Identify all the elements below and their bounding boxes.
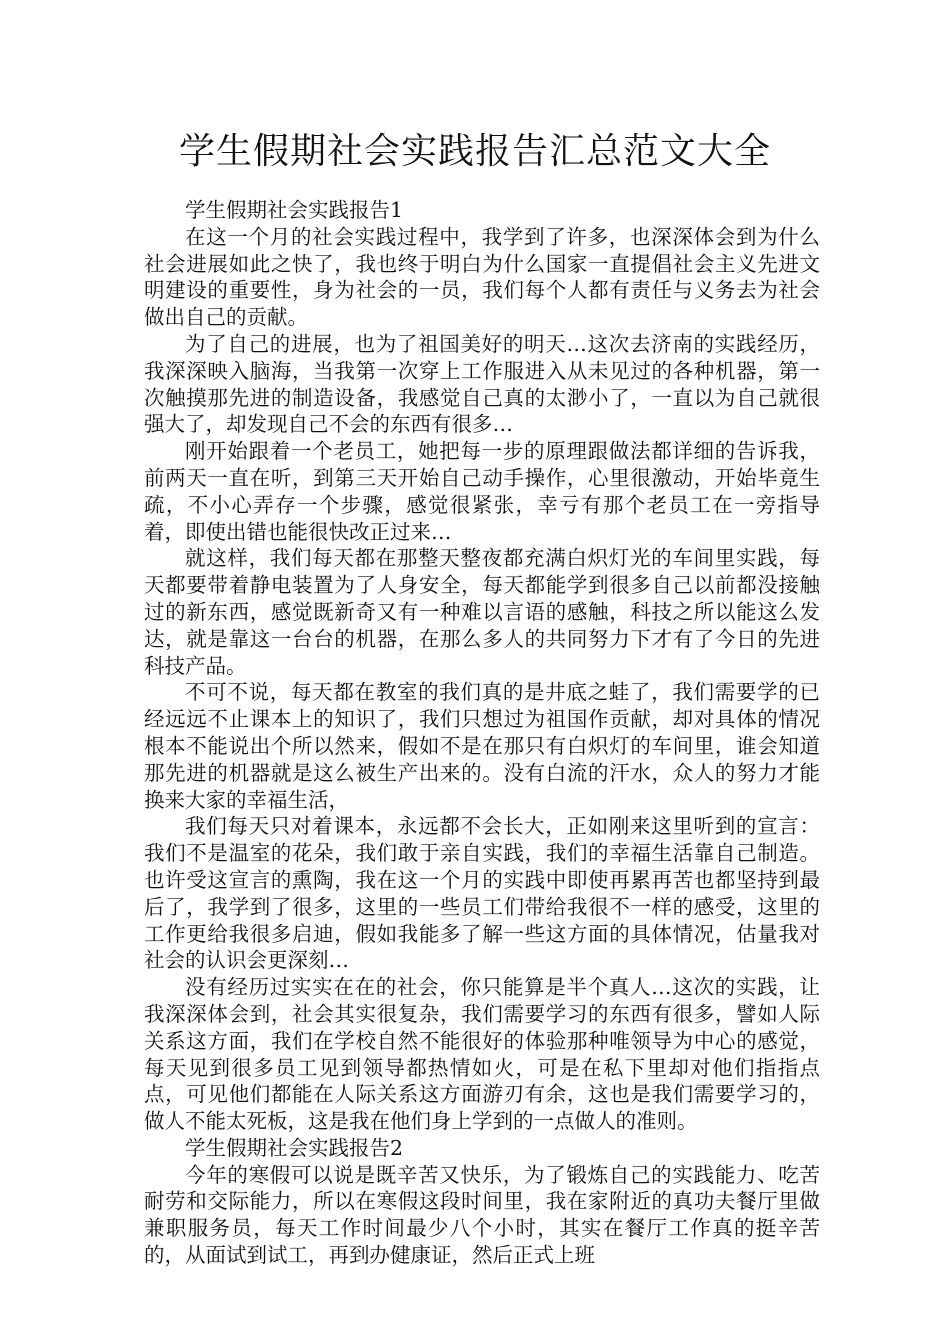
paragraph: 我们每天只对着课本，永远都不会长大，正如刚来这里听到的宣言：我们不是温室的花朵，我们敢于亲自实践，我们的幸福生活靠自己制造。也许受这宣言的熏陶，我在这一个月的实践中即使再累再苦也都坚持到最后了，我学到了很多，这里的一些员工们带给我很不一样的感受，这里的工作更给我很多启迪，假如我能多了解一些这方面的具体情况，估量我对社会的认识会更深刻… <box>144 814 820 973</box>
paragraph: 刚开始跟着一个老员工，她把每一步的原理跟做法都详细的告诉我，前两天一直在听，到第三天开始自己动手操作，心里很激动，开始毕竟生疏，不小心弄存一个步骤，感觉很紧张，幸亏有那个老员工在一旁指导着，即使出错也能很快改正过来… <box>144 439 820 544</box>
document-title: 学生假期社会实践报告汇总范文大全 <box>178 131 771 172</box>
paragraph: 为了自己的进展，也为了祖国美好的明天…这次去济南的实践经历，我深深映入脑海，当我第一次穿上工作服进入从未见过的各种机器，第一次触摸那先进的制造设备，我感觉自己真的太渺小了，一直以为自己就很强大了，却发现自己不会的东西有很多… <box>144 331 820 437</box>
paragraph: 在这一个月的社会实践过程中，我学到了许多，也深深体会到为什么社会进展如此之快了，我也终于明白为什么国家一直提倡社会主义先进文明建设的重要性，身为社会的一员，我们每个人都有责任与义务去为社会做出自己的贡献。 <box>144 224 820 330</box>
paragraph: 就这样，我们每天都在那整天整夜都充满白炽灯光的车间里实践，每天都要带着静电装置为了人身安全，每天都能学到很多自己以前都没接触过的新东西，感觉既新奇又有一种难以言语的感触，科技之所以能这么发达，就是靠这一台台的机器，在那么多人的共同努力下才有了今日的先进科技产品。 <box>144 546 820 678</box>
document-body <box>144 197 820 1269</box>
section-heading-2: 学生假期社会实践报告2 <box>185 1135 404 1160</box>
section-heading-1: 学生假期社会实践报告1 <box>185 198 404 222</box>
paragraph: 没有经历过实实在在的社会，你只能算是半个真人…这次的实践，让我深深体会到，社会其实很复杂，我们需要学习的东西有很多，譬如人际关系这方面，我们在学校自然不能很好的体验那种唯领导为中心的感觉，每天见到很多员工见到领导都热情如火，可是在私下里却对他们指指点点，可见他们都能在人际关系这方面游刃有余，这也是我们需要学习的，做人不能太死板，这是我在他们身上学到的一点做人的准则。 <box>144 975 820 1134</box>
paragraph: 不可不说，每天都在教室的我们真的是井底之蛙了，我们需要学的已经远远不止课本上的知识了，我们只想过为祖国作贡献，却对具体的情况根本不能说出个所以然来，假如不是在那只有白炽灯的车间里，谁会知道那先进的机器就是这么被生产出来的。没有白流的汗水，众人的努力才能换来大家的幸福生活， <box>144 680 820 812</box>
paragraph: 今年的寒假可以说是既辛苦又快乐，为了锻炼自己的实践能力、吃苦耐劳和交际能力，所以在寒假这段时间里，我在家附近的真功夫餐厅里做兼职服务员，每天工作时间最少八个小时，其实在餐厅工作真的挺辛苦的，从面试到试工，再到办健康证，然后正式上班 <box>144 1162 820 1268</box>
